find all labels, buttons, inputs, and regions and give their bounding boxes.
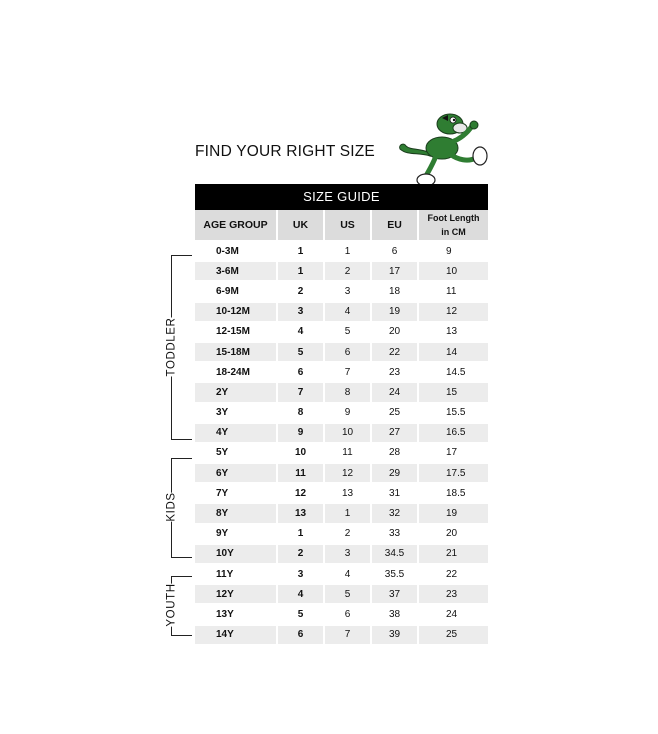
table-row [195, 362, 488, 382]
uk-cell: 3 [277, 564, 324, 584]
foot-length-cell: 9 [418, 241, 488, 261]
uk-cell: 3 [277, 302, 324, 322]
foot-length-cell: 14.5 [418, 362, 488, 382]
foot-length-cell: 16.5 [418, 423, 488, 443]
eu-cell: 32 [371, 503, 418, 523]
uk-cell: 5 [277, 342, 324, 362]
foot-length-cell: 13 [418, 322, 488, 342]
kids-label: KIDS [165, 492, 178, 522]
us-cell: 11 [324, 443, 371, 463]
age-cell: 11Y [195, 564, 277, 584]
header-uk: UK [277, 210, 324, 241]
header-us: US [324, 210, 371, 241]
foot-length-cell: 20 [418, 524, 488, 544]
table-header-row [195, 210, 488, 241]
age-cell: 5Y [195, 443, 277, 463]
table-row [195, 604, 488, 624]
age-cell: 18-24M [195, 362, 277, 382]
foot-length-cell: 21 [418, 544, 488, 564]
uk-cell: 5 [277, 604, 324, 624]
us-cell: 2 [324, 524, 371, 544]
table-row [195, 281, 488, 301]
age-cell: 12-15M [195, 322, 277, 342]
mascot-illustration [390, 104, 490, 188]
us-cell: 7 [324, 625, 371, 645]
foot-length-cell: 22 [418, 564, 488, 584]
table-row [195, 463, 488, 483]
foot-length-cell: 25 [418, 625, 488, 645]
age-cell: 12Y [195, 584, 277, 604]
header-eu: EU [371, 210, 418, 241]
age-cell: 6Y [195, 463, 277, 483]
foot-length-cell: 23 [418, 584, 488, 604]
us-cell: 4 [324, 564, 371, 584]
foot-length-cell: 24 [418, 604, 488, 624]
uk-cell: 13 [277, 503, 324, 523]
us-cell: 6 [324, 342, 371, 362]
uk-cell: 1 [277, 261, 324, 281]
header-foot-length-line2: in CM [441, 227, 466, 237]
table-body [195, 241, 488, 645]
table-row [195, 443, 488, 463]
foot-length-cell: 19 [418, 503, 488, 523]
uk-cell: 10 [277, 443, 324, 463]
header-age-group: AGE GROUP [195, 210, 277, 241]
uk-cell: 6 [277, 362, 324, 382]
mascot-leg-front [450, 154, 476, 160]
foot-length-cell: 12 [418, 302, 488, 322]
table-row [195, 403, 488, 423]
uk-cell: 4 [277, 584, 324, 604]
eu-cell: 20 [371, 322, 418, 342]
youth-label: YOUTH [165, 583, 178, 627]
header-foot-length [418, 210, 488, 241]
foot-length-cell: 18.5 [418, 483, 488, 503]
page-headline: FIND YOUR RIGHT SIZE [195, 143, 375, 160]
foot-length-cell: 14 [418, 342, 488, 362]
us-cell: 1 [324, 241, 371, 261]
age-cell: 7Y [195, 483, 277, 503]
age-cell: 10Y [195, 544, 277, 564]
table-row [195, 322, 488, 342]
eu-cell: 18 [371, 281, 418, 301]
eu-cell: 6 [371, 241, 418, 261]
us-cell: 6 [324, 604, 371, 624]
uk-cell: 4 [277, 322, 324, 342]
age-cell: 0-3M [195, 241, 277, 261]
eu-cell: 29 [371, 463, 418, 483]
uk-cell: 1 [277, 241, 324, 261]
age-cell: 10-12M [195, 302, 277, 322]
us-cell: 5 [324, 584, 371, 604]
eu-cell: 27 [371, 423, 418, 443]
eu-cell: 19 [371, 302, 418, 322]
age-cell: 3-6M [195, 261, 277, 281]
foot-length-cell: 15.5 [418, 403, 488, 423]
age-cell: 15-18M [195, 342, 277, 362]
mascot-tail [400, 144, 430, 156]
us-cell: 9 [324, 403, 371, 423]
table-row [195, 524, 488, 544]
eu-cell: 38 [371, 604, 418, 624]
table-row [195, 302, 488, 322]
uk-cell: 12 [277, 483, 324, 503]
us-cell: 1 [324, 503, 371, 523]
eu-cell: 28 [371, 443, 418, 463]
age-cell: 8Y [195, 503, 277, 523]
foot-length-cell: 17 [418, 443, 488, 463]
age-cell: 14Y [195, 625, 277, 645]
eu-cell: 22 [371, 342, 418, 362]
age-cell: 13Y [195, 604, 277, 624]
table-row [195, 625, 488, 645]
header-foot-length-line1: Foot Length [427, 213, 480, 223]
foot-length-cell: 17.5 [418, 463, 488, 483]
mascot-leg-back [426, 156, 436, 176]
table-row [195, 261, 488, 281]
eu-cell: 23 [371, 362, 418, 382]
us-cell: 8 [324, 382, 371, 402]
us-cell: 5 [324, 322, 371, 342]
table-row [195, 564, 488, 584]
eu-cell: 37 [371, 584, 418, 604]
eu-cell: 17 [371, 261, 418, 281]
table-row [195, 503, 488, 523]
table-row [195, 423, 488, 443]
eu-cell: 35.5 [371, 564, 418, 584]
table-row [195, 382, 488, 402]
eu-cell: 34.5 [371, 544, 418, 564]
us-cell: 3 [324, 281, 371, 301]
uk-cell: 11 [277, 463, 324, 483]
uk-cell: 6 [277, 625, 324, 645]
table-row [195, 241, 488, 261]
size-guide [195, 184, 488, 646]
us-cell: 2 [324, 261, 371, 281]
age-cell: 2Y [195, 382, 277, 402]
us-cell: 10 [324, 423, 371, 443]
uk-cell: 1 [277, 524, 324, 544]
age-cell: 4Y [195, 423, 277, 443]
age-cell: 3Y [195, 403, 277, 423]
eu-cell: 31 [371, 483, 418, 503]
uk-cell: 9 [277, 423, 324, 443]
uk-cell: 8 [277, 403, 324, 423]
age-cell: 9Y [195, 524, 277, 544]
toddler-label: TODDLER [164, 317, 177, 376]
age-cell: 6-9M [195, 281, 277, 301]
uk-cell: 2 [277, 544, 324, 564]
uk-cell: 7 [277, 382, 324, 402]
us-cell: 12 [324, 463, 371, 483]
us-cell: 3 [324, 544, 371, 564]
foot-length-cell: 10 [418, 261, 488, 281]
us-cell: 13 [324, 483, 371, 503]
table-row [195, 483, 488, 503]
us-cell: 7 [324, 362, 371, 382]
table-row [195, 544, 488, 564]
eu-cell: 39 [371, 625, 418, 645]
table-row [195, 342, 488, 362]
eu-cell: 24 [371, 382, 418, 402]
eu-cell: 33 [371, 524, 418, 544]
eu-cell: 25 [371, 403, 418, 423]
mascot-shoe-front [473, 147, 487, 165]
size-table [195, 210, 488, 646]
table-row [195, 584, 488, 604]
size-guide-title: SIZE GUIDE [195, 184, 488, 210]
us-cell: 4 [324, 302, 371, 322]
uk-cell: 2 [277, 281, 324, 301]
foot-length-cell: 11 [418, 281, 488, 301]
foot-length-cell: 15 [418, 382, 488, 402]
